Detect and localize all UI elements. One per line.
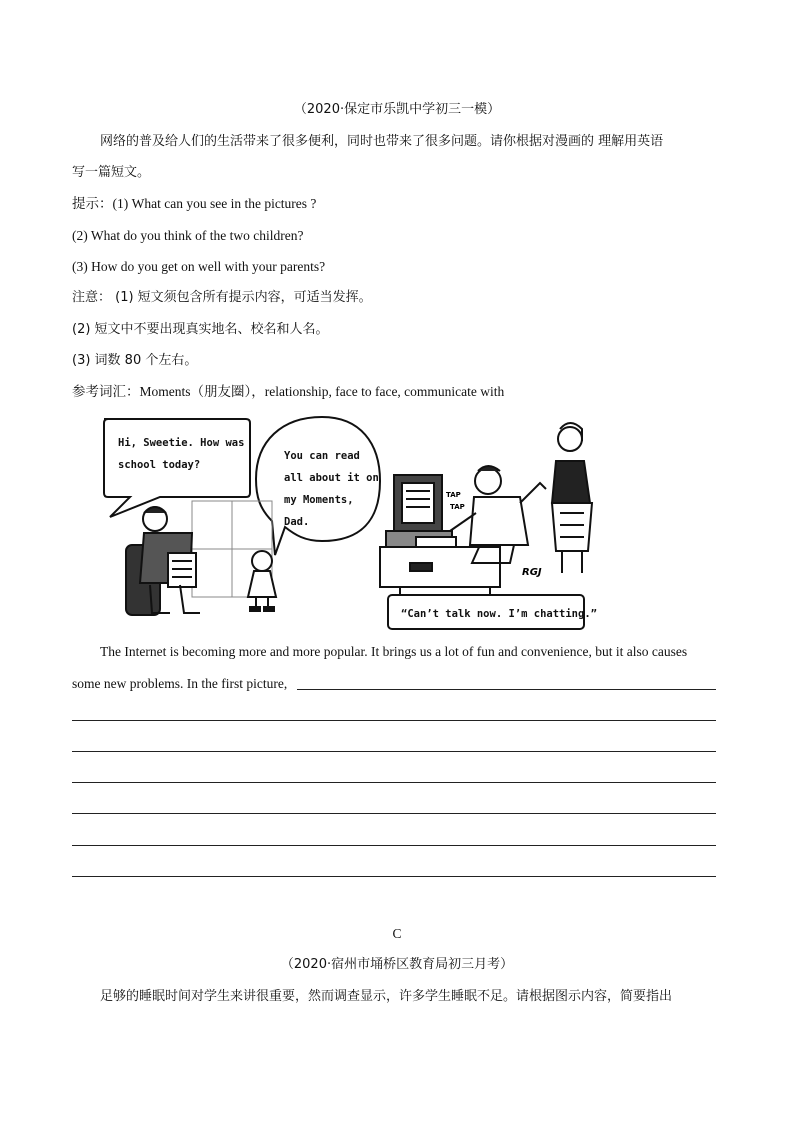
woman-standing-figure bbox=[552, 423, 592, 573]
note-1: 注意： (1) 短文须包含所有提示内容，可适当发挥。 bbox=[72, 290, 372, 305]
writing-line-2[interactable] bbox=[72, 720, 716, 721]
essay-line2 bbox=[72, 674, 714, 694]
writing-line-4[interactable] bbox=[72, 782, 716, 783]
bubble-dad-line1: Hi, Sweetie. How was bbox=[118, 437, 245, 449]
hint-2: (2) What do you think of the two children? bbox=[72, 228, 304, 243]
vocab-line: 参考词汇：Moments（朋友圈），relationship, face to face, communicate with bbox=[72, 384, 505, 399]
girl-figure bbox=[248, 551, 276, 611]
note-3: (3) 词数 80 个左右。 bbox=[72, 353, 198, 368]
note-2: (2) 短文中不要出现真实地名、校名和人名。 bbox=[72, 322, 329, 337]
writing-line-5[interactable] bbox=[72, 813, 716, 814]
writing-line-7[interactable] bbox=[72, 876, 716, 877]
source-label-c: （2020·宿州市埇桥区教育局初三月考） bbox=[280, 957, 514, 972]
bubble-dad-line2: school today? bbox=[118, 459, 201, 471]
essay-line2-prefix: some new problems. bbox=[72, 676, 187, 691]
essay-start-phrase: In the first picture, bbox=[186, 676, 288, 691]
source-label-b: （2020·保定市乐凯中学初三一模） bbox=[293, 102, 501, 117]
section-c-label: C bbox=[392, 926, 402, 941]
bubble-kid-line4: Dad. bbox=[284, 516, 310, 528]
caption-text: “Can’t talk now. I’m chatting.” bbox=[401, 608, 597, 620]
bubble-kid-line2: all about it on bbox=[284, 472, 379, 484]
tap-sound-1: TAP bbox=[446, 491, 461, 499]
hint-1: 提示：(1) What can you see in the pictures ? bbox=[72, 196, 317, 211]
speech-bubble-kid bbox=[256, 417, 380, 555]
writing-line-6[interactable] bbox=[72, 845, 716, 846]
section-c-intro: 足够的睡眠时间对学生来讲很重要，然而调查显示，许多学生睡眠不足。请根据图示内容，简要指出 bbox=[100, 989, 673, 1004]
essay-line1: The Internet is becoming more and more popular. It brings us a lot of fun and convenience, but it also causes bbox=[100, 644, 688, 659]
dad-reading-figure bbox=[126, 507, 200, 615]
artist-signature: RGJ bbox=[522, 567, 542, 578]
bubble-kid-line3: my Moments, bbox=[284, 494, 354, 506]
cartoon-illustration bbox=[100, 413, 620, 635]
tap-sound-2: TAP bbox=[450, 503, 465, 511]
intro-text-line1: 网络的普及给人们的生活带来了很多便利，同时也带来了很多问题。请你根据对漫画的 理解用英语 bbox=[100, 134, 664, 149]
writing-line-3[interactable] bbox=[72, 751, 716, 752]
caption-box bbox=[388, 595, 597, 629]
intro-text-line2: 写一篇短文。 bbox=[72, 165, 151, 180]
bubble-kid-line1: You can read bbox=[284, 450, 360, 462]
speech-bubble-dad bbox=[104, 419, 250, 517]
writing-line-1[interactable] bbox=[297, 689, 716, 690]
hint-3: (3) How do you get on well with your parents? bbox=[72, 259, 326, 274]
